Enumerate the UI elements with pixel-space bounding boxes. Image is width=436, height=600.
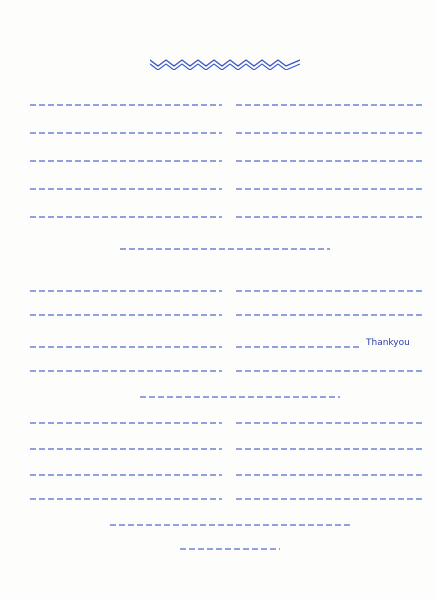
page-title — [150, 28, 300, 52]
text-line — [236, 466, 422, 480]
text-line — [236, 282, 422, 296]
text-line — [30, 180, 222, 194]
text-line — [236, 338, 360, 352]
text-line — [236, 414, 422, 428]
text-line — [30, 338, 222, 352]
text-line — [30, 440, 222, 454]
text-line — [236, 208, 422, 222]
text-line — [30, 124, 222, 138]
text-line — [236, 152, 422, 166]
text-line — [236, 306, 422, 320]
text-line — [30, 362, 222, 376]
text-line — [30, 306, 222, 320]
text-line — [236, 124, 422, 138]
text-line — [110, 516, 350, 530]
text-line — [236, 440, 422, 454]
text-line — [236, 96, 422, 110]
text-line — [30, 282, 222, 296]
english-word: Thankyou — [366, 338, 410, 348]
text-line — [120, 240, 330, 254]
text-line — [30, 414, 222, 428]
text-line — [30, 152, 222, 166]
text-line — [30, 466, 222, 480]
title-zigzag-underline — [150, 56, 300, 70]
text-line — [236, 362, 422, 376]
text-line — [30, 490, 222, 504]
text-line — [180, 540, 280, 554]
text-line — [30, 208, 222, 222]
text-line — [236, 180, 422, 194]
text-line — [30, 96, 222, 110]
text-line — [236, 490, 422, 504]
text-line — [140, 388, 340, 402]
